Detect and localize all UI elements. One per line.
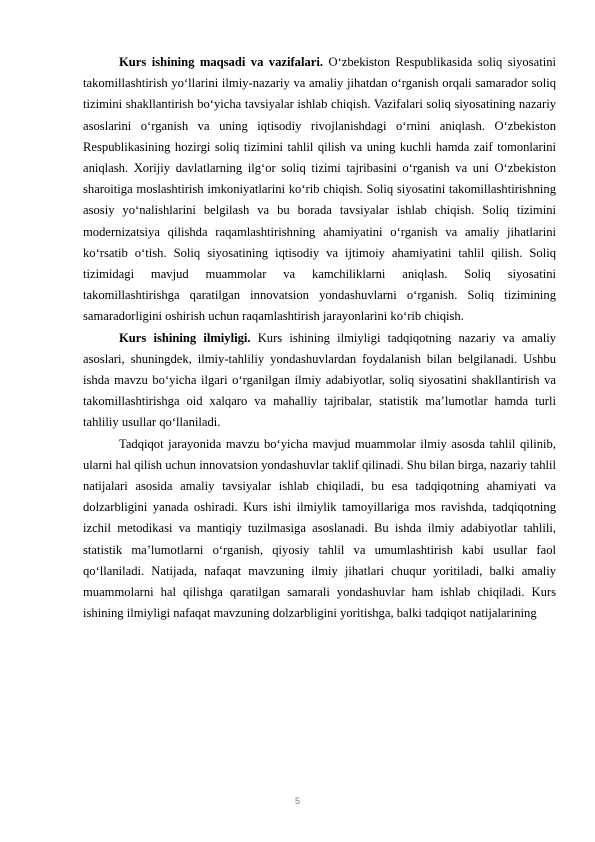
- page-number: 5: [294, 796, 300, 806]
- paragraph-text-scientific: Kurs ishining ilmiyligi tadqiqotning nazariy va amaliy asoslari, shuningdek, ilmiy-tahliliy yondashuvlardan foydalanish bilan belgilanadi. Ushbu ishda mavzu bo‘yicha ilgari o‘rganilgan ilmiy adabiyotlar, soliq siyosatini shakllantirish va takomillashtirishga oid xalqaro va mahalliy tajribalar, statistik ma’lumotlar hamda turli tahliliy usullar qo‘llaniladi.: [83, 330, 556, 430]
- document-body: [83, 52, 556, 624]
- paragraph-research: [83, 434, 556, 625]
- paragraph-heading-aims: Kurs ishining maqsadi va vazifalari.: [119, 55, 324, 69]
- paragraph-scientific: [83, 328, 556, 434]
- paragraph-text-research: Tadqiqot jarayonida mavzu bo‘yicha mavjud muammolar ilmiy asosda tahlil qilinib, ularni hal qilish uchun innovatsion yondashuvlar taklif qilinadi. Shu bilan birga, nazariy tahlil natijalari asosida amaliy tavsiyalar ishlab chiqiladi, bu esa tadqiqotning ahamiyati va dolzarbligini yanada oshiradi. Kurs ishi ilmiylik tamoyillariga mos ravishda, tadqiqotning izchil metodikasi va mantiqiy tuzilmasiga asoslanadi. Bu ishda ilmiy adabiyotlar tahlili, statistik ma’lumotlarni o‘rganish, qiyosiy tahlil va umumlashtirish kabi usullar faol qo‘llaniladi. Natijada, nafaqat mavzuning ilmiy jihatlari chuqur yoritiladi, balki amaliy muammolarni hal qilishga qaratilgan samarali yondashuvlar ham ishlab chiqiladi. Kurs ishining ilmiyligi nafaqat mavzuning dolzarbligini yoritishga, balki tadqiqot natijalarining: [83, 436, 556, 621]
- paragraph-heading-scientific: Kurs ishining ilmiyligi.: [119, 330, 251, 345]
- paragraph-text-aims: O‘zbekiston Respublikasida soliq siyosatini takomillashtirish yo‘llarini ilmiy-nazariy va amaliy jihatdan o‘rganish orqali samarador soliq tizimini shakllantirish bo‘yicha tavsiyalar ishlab chiqish. Vazifalari soliq siyosatining nazariy asoslarini o‘rganish va uning iqtisodiy rivojlanishdagi o‘rnini aniqlash. O‘zbekiston Respublikasining hozirgi soliq tizimini tahlil qilish va uning kuchli hamda zaif tomonlarini aniqlash. Xorijiy davlatlarning ilg‘or soliq tizimi tajribasini o‘rganish va uni O‘zbekiston sharoitiga moslashtirish imkoniyatlarini ko‘rib chiqish. Soliq siyosatini takomillashtirishning asosiy yo‘nalishlarini belgilash va bu borada tavsiyalar ishlab chiqish. Soliq tizimini modernizatsiya qilishda raqamlashtirishning ahamiyatini o‘rganish va amaliy jihatlarini ko‘rsatib o‘tish. Soliq siyosatining iqtisodiy va ijtimoiy ahamiyatini tahlil qilish. Soliq tizimidagi mavjud muammolar va kamchiliklarni aniqlash. Soliq siyosatini takomillashtirishga qaratilgan innovatsion yondashuvlarni o‘rganish. Soliq tizimining samaradorligini oshirish uchun raqamlashtirish jarayonlarini ko‘rib chiqish.: [83, 55, 557, 324]
- paragraph-aims: [83, 52, 556, 328]
